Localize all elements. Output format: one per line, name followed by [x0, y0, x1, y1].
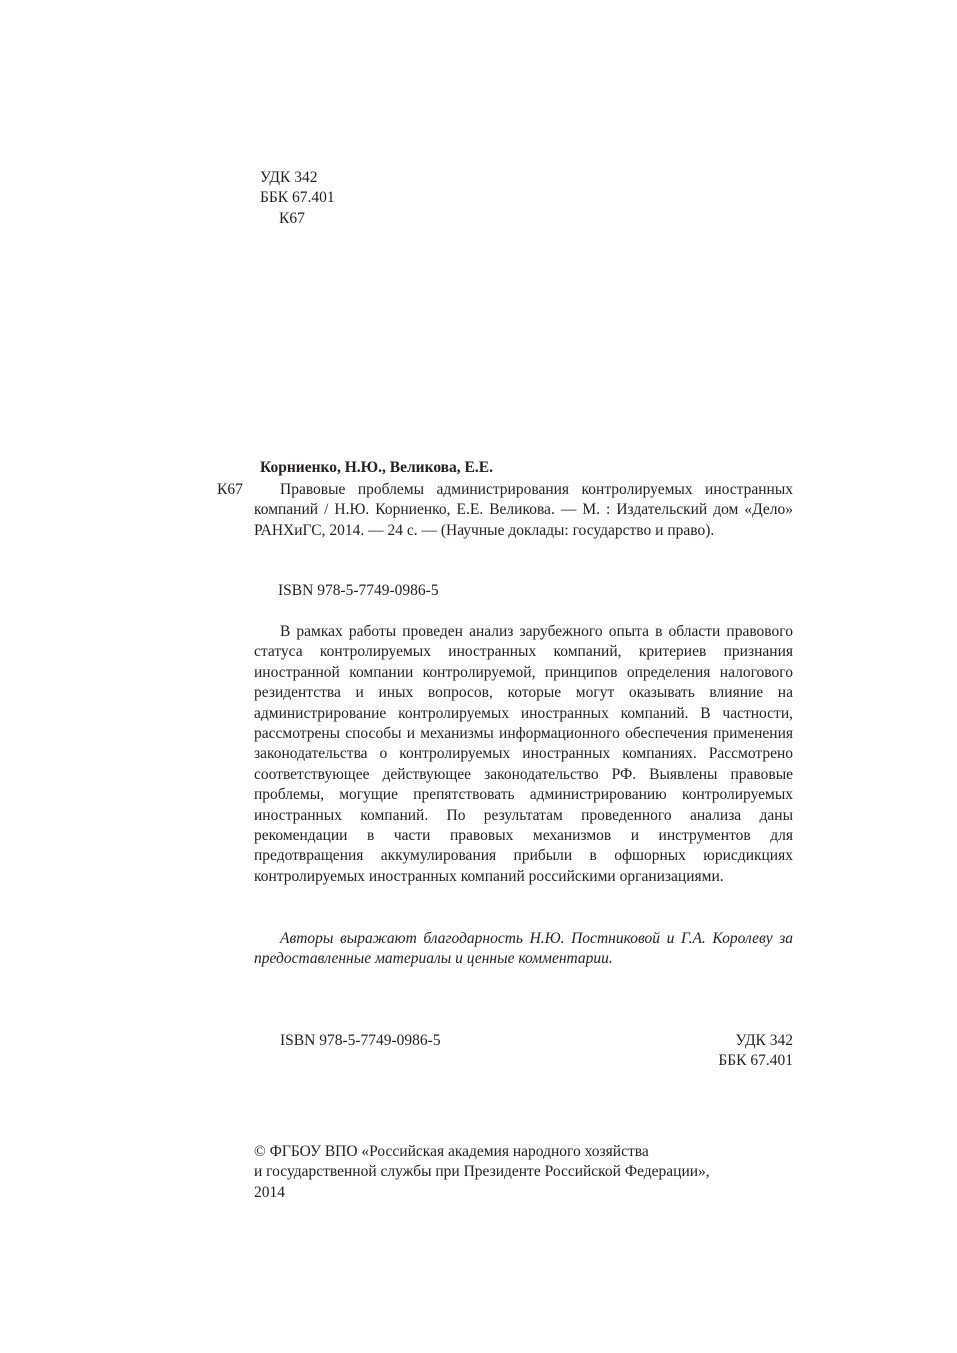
copyright-line-1: © ФГБОУ ВПО «Российская академия народного хозяйства [254, 1143, 649, 1160]
copyright-year: 2014 [254, 1183, 285, 1201]
footer-bbk-code: ББК 67.401 [718, 1052, 793, 1070]
bibliographic-description: Правовые проблемы администрирования контролируемых иностранных компаний / Н.Ю. Корниенко, Е.Е. Великова. — М. : Издательский дом «Дело» РАНХиГС, 2014. — 24 с. — (Научные доклады: государство и право). [254, 481, 793, 539]
isbn-number: ISBN 978-5-7749-0986-5 [278, 582, 439, 599]
classification-codes-bottom [620, 1031, 793, 1072]
authors-heading: Корниенко, Н.Ю., Великова, Е.Е. [260, 459, 493, 476]
abstract-paragraph: В рамках работы проведен анализ зарубежного опыта в области правового статуса контролируемых иностранных компаний, критериев признания иностранной компании контролируемой, принципов определения налогового резидентства и иных вопросов, которые могут оказывать влияние на администрирование контролируемых иностранных компаний. В частности, рассмотрены способы и механизмы информационного обеспечения применения законодательства о контролируемых иностранных компаниях. Рассмотрено соответствующее действующее законодательство РФ. Выявлены правовые проблемы, могущие препятствовать администрированию контролируемых иностранных компаний. По результатам проведенного анализа даны рекомендации в части правовых механизмов и инструментов для предотвращения аккумулирования прибыли в офшорных юрисдикциях контролируемых иностранных компаний российскими организациями. [254, 623, 793, 885]
footer-isbn: ISBN 978-5-7749-0986-5 [280, 1032, 441, 1049]
bbk-code: ББК 67.401 [260, 189, 335, 207]
author-sign: К67 [279, 209, 305, 227]
copyright-line-2: и государственной службы при Президенте Российской Федерации», [254, 1163, 710, 1181]
footer-udc-code: УДК 342 [735, 1032, 793, 1049]
copyright-notice [254, 1142, 793, 1203]
udc-code: УДК 342 [260, 169, 318, 186]
classification-codes-top [260, 168, 335, 229]
author-sign-margin: К67 [217, 481, 243, 498]
acknowledgement-paragraph: Авторы выражают благодарность Н.Ю. Постниковой и Г.А. Королеву за предоставленные материалы и ценные комментарии. [254, 930, 793, 968]
